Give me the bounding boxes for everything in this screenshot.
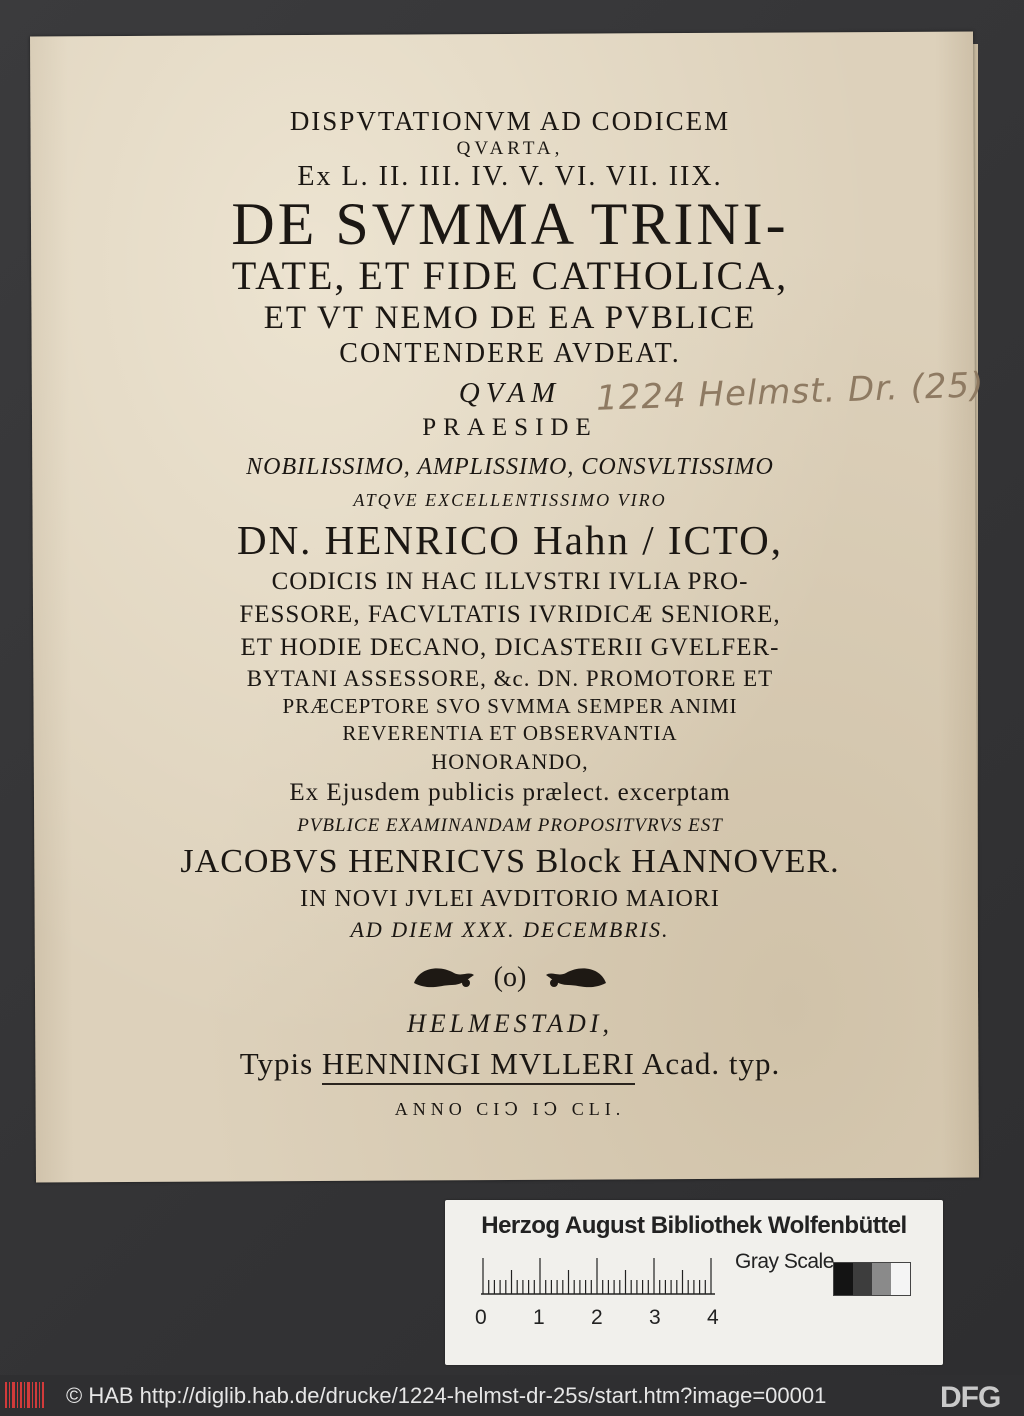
barcode-icon: [4, 1380, 46, 1410]
title-line: DISPVTATIONVM AD CODICEM: [289, 106, 731, 136]
ruler-label: 0: [475, 1306, 487, 1329]
swatch-mid-gray: [872, 1263, 891, 1295]
imprint-printer: HENNINGI MVLLERI: [322, 1046, 635, 1085]
title-line: Ex L. II. III. IV. V. VI. VII. IIX.: [297, 161, 723, 192]
title-line: QVAM: [458, 377, 562, 409]
ornament-center: (o): [493, 962, 527, 993]
title-line: FESSORE, FACVLTATIS IVRIDICÆ SENIORE,: [239, 601, 781, 628]
title-line: CODICIS IN HAC ILLVSTRI IVLIA PRO-: [271, 568, 749, 595]
ruler-label: 4: [707, 1306, 719, 1329]
ruler-label: 3: [649, 1306, 661, 1329]
title-line: PRÆCEPTORE SVO SVMMA SEMPER ANIMI: [282, 694, 738, 718]
imprint-year: ANNO CIↃ IↃ CLI.: [394, 1099, 626, 1119]
shelfmark-annotation: 1224 Helmst. Dr. (25): [595, 365, 986, 419]
imprint-prefix: Typis: [239, 1046, 314, 1081]
title-line: PRAESIDE: [422, 414, 598, 441]
title-line: AD DIEM XXX. DECEMBRIS.: [350, 917, 670, 942]
title-line: JACOBVS HENRICVS Block HANNOVER.: [180, 843, 840, 880]
title-line: ET VT NEMO DE EA PVBLICE: [263, 300, 757, 336]
title-line: ATQVE EXCELLENTISSIMO VIRO: [353, 490, 667, 510]
printers-ornament: [120, 959, 900, 997]
gray-scale-swatches: [833, 1262, 911, 1296]
library-name: Herzog August Bibliothek Wolfenbüttel: [481, 1212, 907, 1239]
dfg-logo: DFG: [940, 1381, 1001, 1414]
title-line: DN. HENRICO Hahn / ICTO,: [236, 517, 784, 563]
copyright-link[interactable]: © HAB http://diglib.hab.de/drucke/1224-helmst-dr-25s/start.htm?image=00001: [66, 1383, 827, 1408]
title-line: Ex Ejusdem publicis prælect. excerptam: [289, 779, 731, 806]
color-calibration-card: [445, 1200, 943, 1365]
title-line: ET HODIE DECANO, DICASTERII GVELFER-: [240, 634, 780, 661]
title-line: QVARTA,: [456, 138, 564, 159]
ruler-label: 1: [533, 1306, 545, 1329]
ornament-right-icon: [540, 961, 610, 995]
imprint-line: [120, 1043, 900, 1085]
ruler-scale-icon: [481, 1256, 715, 1296]
title-line: REVERENTIA ET OBSERVANTIA: [342, 721, 678, 745]
title-line: TATE, ET FIDE CATHOLICA,: [231, 253, 789, 298]
ruler-label: 2: [591, 1306, 603, 1329]
title-line: IN NOVI JVLEI AVDITORIO MAIORI: [300, 886, 720, 912]
title-line: DE SVMMA TRINI-: [231, 191, 789, 257]
title-line: CONTENDERE AVDEAT.: [339, 338, 681, 369]
ruler-labels: [469, 1306, 749, 1336]
imprint-place: HELMESTADI,: [406, 1009, 613, 1038]
swatch-white: [891, 1263, 910, 1295]
title-line: BYTANI ASSESSORE, &c. DN. PROMOTORE ET: [246, 666, 774, 691]
gray-scale-label: Gray Scale: [735, 1250, 834, 1273]
title-line: HONORANDO,: [431, 749, 589, 774]
title-line: NOBILISSIMO, AMPLISSIMO, CONSVLTISSIMO: [246, 454, 774, 480]
title-page-text: [120, 96, 900, 1125]
title-line: PVBLICE EXAMINANDAM PROPOSITVRVS EST: [297, 815, 723, 836]
ornament-left-icon: [410, 961, 480, 995]
swatch-black: [834, 1263, 853, 1295]
imprint-suffix: Acad. typ.: [642, 1046, 781, 1081]
swatch-dark-gray: [853, 1263, 872, 1295]
